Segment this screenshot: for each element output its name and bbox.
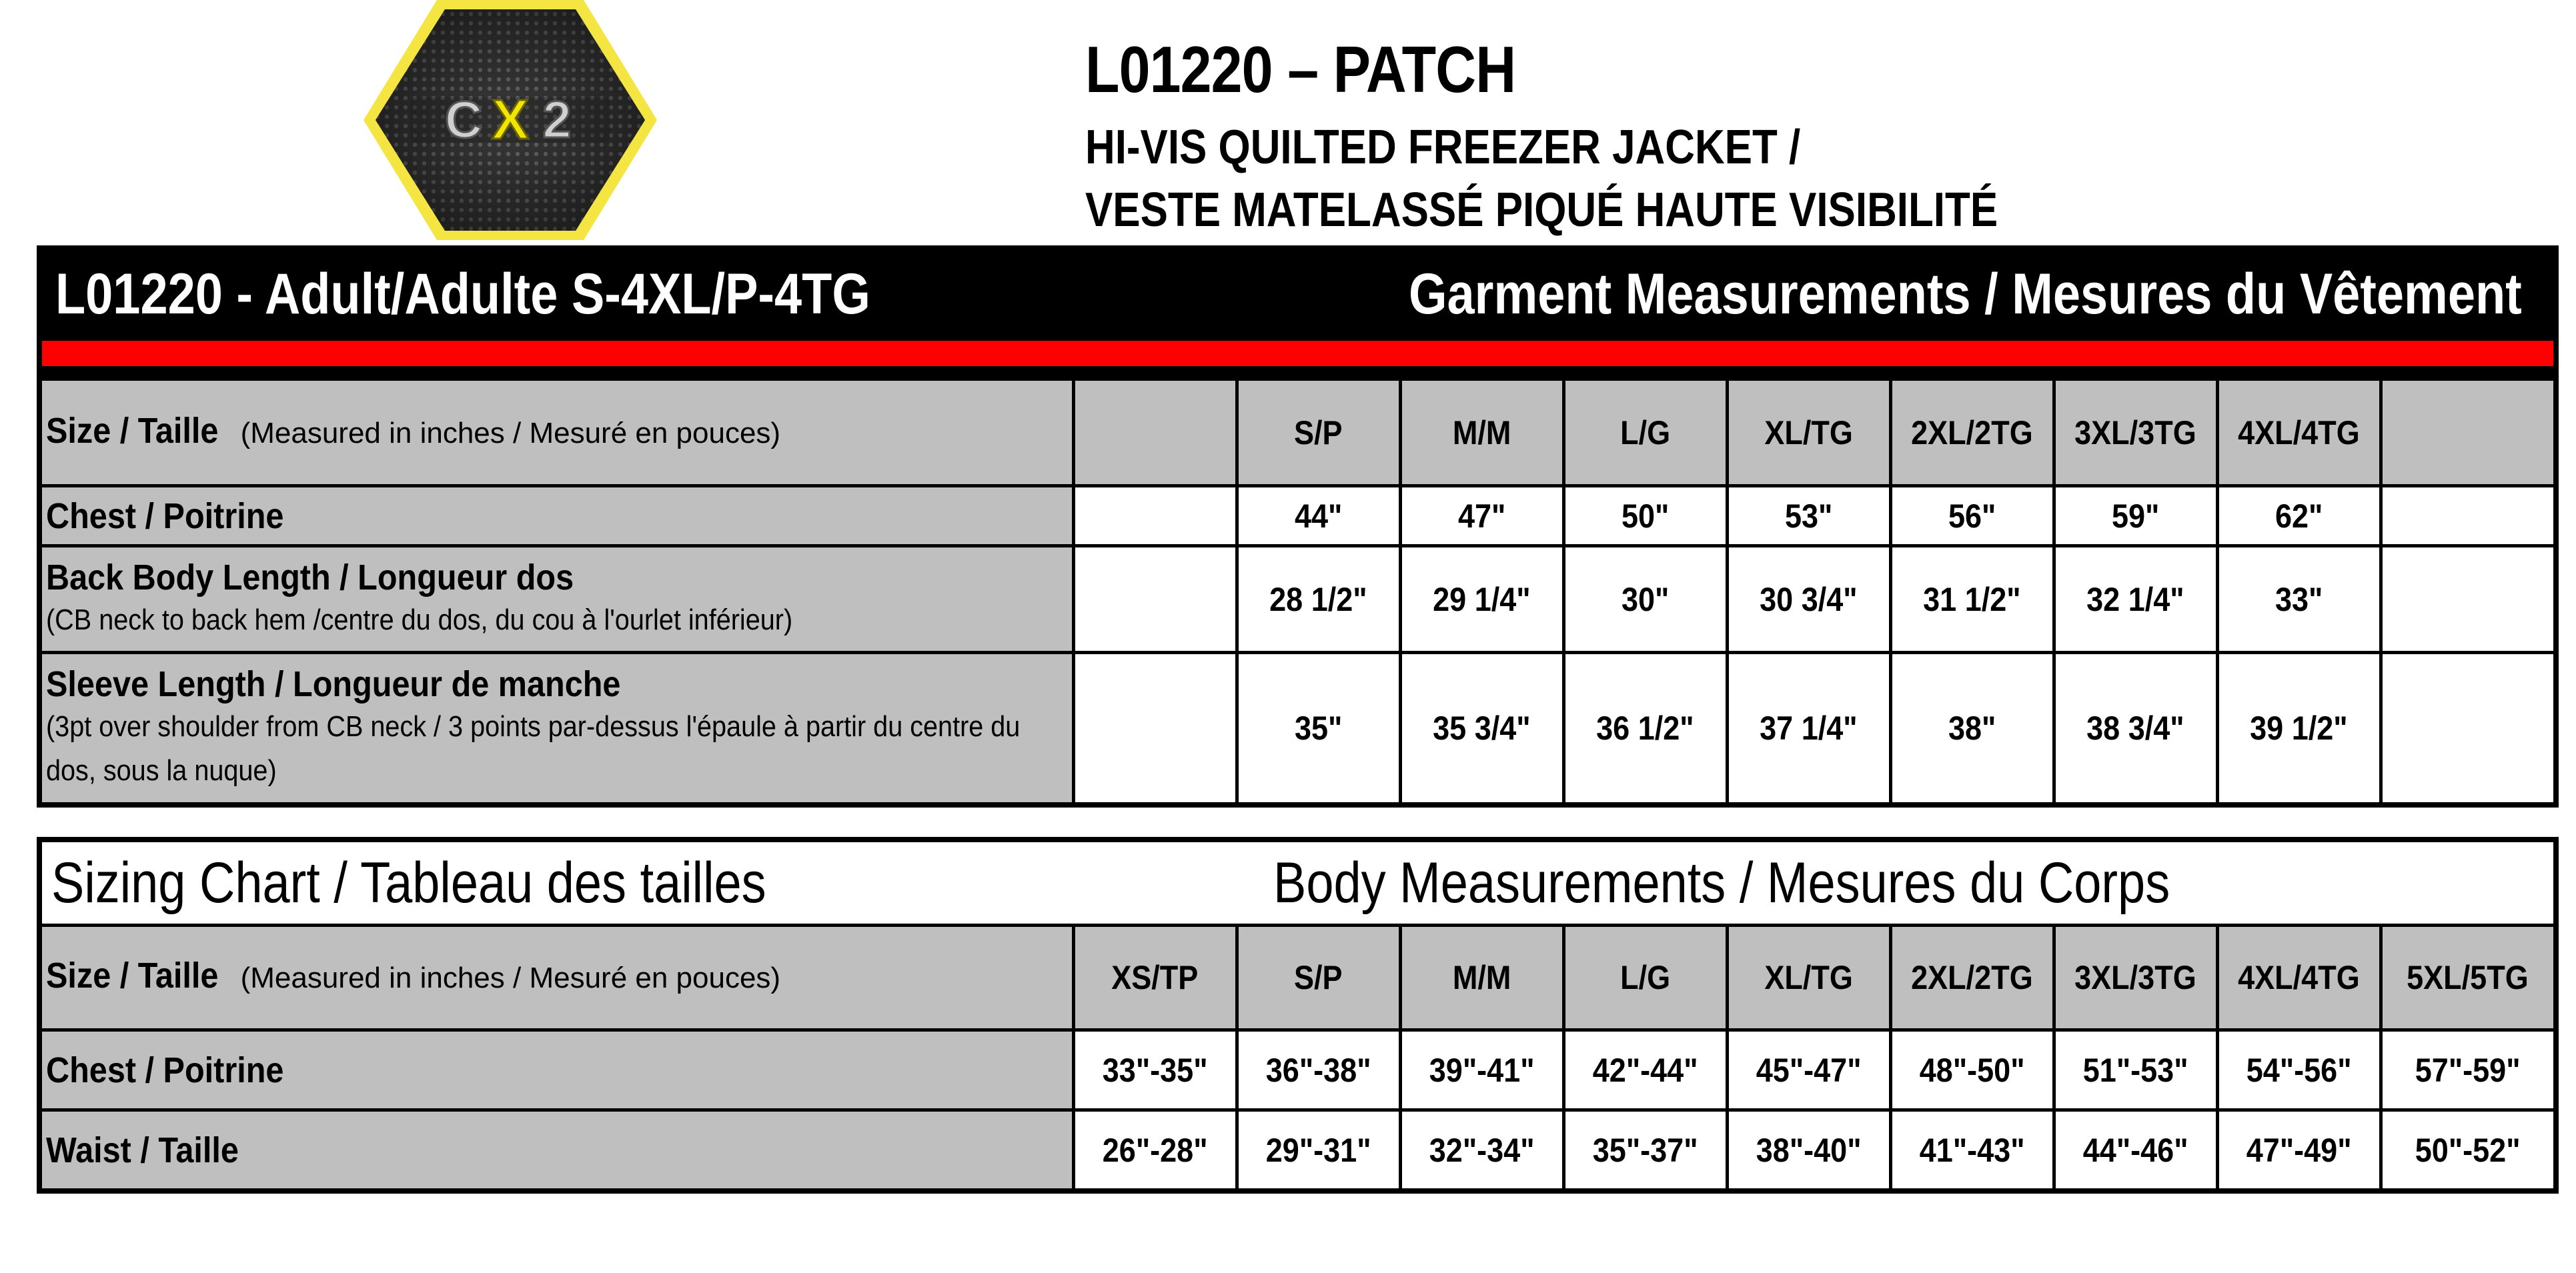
size-header: S/P	[1237, 379, 1400, 486]
size-header: XL/TG	[1727, 926, 1890, 1030]
row-label: Back Body Length / Longueur dos (CB neck to back hem /centre du dos, du cou à l'ourlet inférieur)	[39, 546, 1073, 653]
table-cell: 38"	[1890, 653, 2054, 806]
table-cell: 59"	[2054, 486, 2217, 546]
table-cell: 53"	[1727, 486, 1890, 546]
table-cell: 38"-40"	[1727, 1110, 1890, 1192]
table-cell: 32 1/4"	[2054, 546, 2217, 653]
table-cell: 42"-44"	[1563, 1030, 1727, 1110]
empty-cell	[1073, 486, 1237, 546]
red-stripe	[39, 339, 2556, 368]
empty-cell	[1073, 653, 1237, 806]
size-header: 3XL/3TG	[2054, 379, 2217, 486]
empty-cell	[2381, 379, 2556, 486]
table-cell: 36"-38"	[1237, 1030, 1400, 1110]
table-cell: 62"	[2217, 486, 2381, 546]
size-header: S/P	[1237, 926, 1400, 1030]
size-header: 4XL/4TG	[2217, 379, 2381, 486]
size-header: 2XL/2TG	[1890, 379, 2054, 486]
table-cell: 35"	[1237, 653, 1400, 806]
empty-cell	[2381, 486, 2556, 546]
size-header: L/G	[1563, 926, 1727, 1030]
size-header: XS/TP	[1073, 926, 1237, 1030]
table-cell: 47"	[1400, 486, 1563, 546]
table-cell: 48"-50"	[1890, 1030, 2054, 1110]
table-row	[39, 1110, 2556, 1192]
table-cell: 35 3/4"	[1400, 653, 1563, 806]
table-cell: 37 1/4"	[1727, 653, 1890, 806]
table-cell: 47"-49"	[2217, 1110, 2381, 1192]
svg-text:X: X	[491, 88, 530, 151]
table-cell: 30"	[1563, 546, 1727, 653]
product-subtitle-en: HI-VIS QUILTED FREEZER JACKET /	[1085, 121, 1801, 174]
size-row-label: Size / Taille (Measured in inches / Mesuré en pouces)	[39, 926, 1073, 1030]
table-cell: 30 3/4"	[1727, 546, 1890, 653]
table-cell: 44"	[1237, 486, 1400, 546]
table-cell: 51"-53"	[2054, 1030, 2217, 1110]
size-header: 4XL/4TG	[2217, 926, 2381, 1030]
table-cell: 45"-47"	[1727, 1030, 1890, 1110]
svg-text:C: C	[444, 90, 483, 149]
cx2-logo	[364, 0, 657, 240]
table-cell: 39"-41"	[1400, 1030, 1563, 1110]
body-table-heading: Body Measurements / Mesures du Corps	[1073, 840, 2556, 926]
table-cell: 26"-28"	[1073, 1110, 1237, 1192]
row-label: Sleeve Length / Longueur de manche (3pt over shoulder from CB neck / 3 points par-dessus l'épaule à partir du centre du dos, sous la nuque)	[39, 653, 1073, 806]
table-cell: 32"-34"	[1400, 1110, 1563, 1192]
size-header: 5XL/5TG	[2381, 926, 2556, 1030]
empty-cell	[1073, 379, 1237, 486]
body-table-title: Sizing Chart / Tableau des tailles	[39, 840, 1073, 926]
table-cell: 57"-59"	[2381, 1030, 2556, 1110]
empty-cell	[1073, 546, 1237, 653]
table-cell: 29"-31"	[1237, 1110, 1400, 1192]
garment-measurements-table	[37, 245, 2559, 808]
row-label: Chest / Poitrine	[39, 1030, 1073, 1110]
table-cell: 54"-56"	[2217, 1030, 2381, 1110]
table-cell: 28 1/2"	[1237, 546, 1400, 653]
row-label: Waist / Taille	[39, 1110, 1073, 1192]
empty-cell	[2381, 653, 2556, 806]
table-cell: 44"-46"	[2054, 1110, 2217, 1192]
table-cell: 39 1/2"	[2217, 653, 2381, 806]
size-header: L/G	[1563, 379, 1727, 486]
table-cell: 33"-35"	[1073, 1030, 1237, 1110]
table-cell: 31 1/2"	[1890, 546, 2054, 653]
table-row	[39, 1030, 2556, 1110]
table-cell: 56"	[1890, 486, 2054, 546]
table-cell: 50"-52"	[2381, 1110, 2556, 1192]
size-header: M/M	[1400, 926, 1563, 1030]
table-cell: 33"	[2217, 546, 2381, 653]
table-row	[39, 546, 2556, 653]
table-row	[39, 653, 2556, 806]
size-header: 3XL/3TG	[2054, 926, 2217, 1030]
size-header: XL/TG	[1727, 379, 1890, 486]
table-cell: 35"-37"	[1563, 1110, 1727, 1192]
size-header: M/M	[1400, 379, 1563, 486]
product-subtitle-fr: VESTE MATELASSÉ PIQUÉ HAUTE VISIBILITÉ	[1085, 183, 1998, 237]
table-cell: 41"-43"	[1890, 1110, 2054, 1192]
size-header: 2XL/2TG	[1890, 926, 2054, 1030]
product-title: L01220 – PATCH	[1085, 33, 1516, 106]
svg-text:2: 2	[542, 90, 572, 149]
body-measurements-table	[37, 837, 2559, 1194]
divider	[39, 368, 2556, 379]
empty-cell	[2381, 546, 2556, 653]
table-cell: 38 3/4"	[2054, 653, 2217, 806]
row-label: Chest / Poitrine	[39, 486, 1073, 546]
garment-table-heading: Garment Measurements / Mesures du Vêtement	[1400, 248, 2556, 339]
size-row-label: Size / Taille (Measured in inches / Mesuré en pouces)	[39, 379, 1073, 486]
table-row	[39, 486, 2556, 546]
table-cell: 36 1/2"	[1563, 653, 1727, 806]
garment-table-title: L01220 - Adult/Adulte S-4XL/P-4TG	[39, 248, 1400, 339]
table-cell: 29 1/4"	[1400, 546, 1563, 653]
table-cell: 50"	[1563, 486, 1727, 546]
